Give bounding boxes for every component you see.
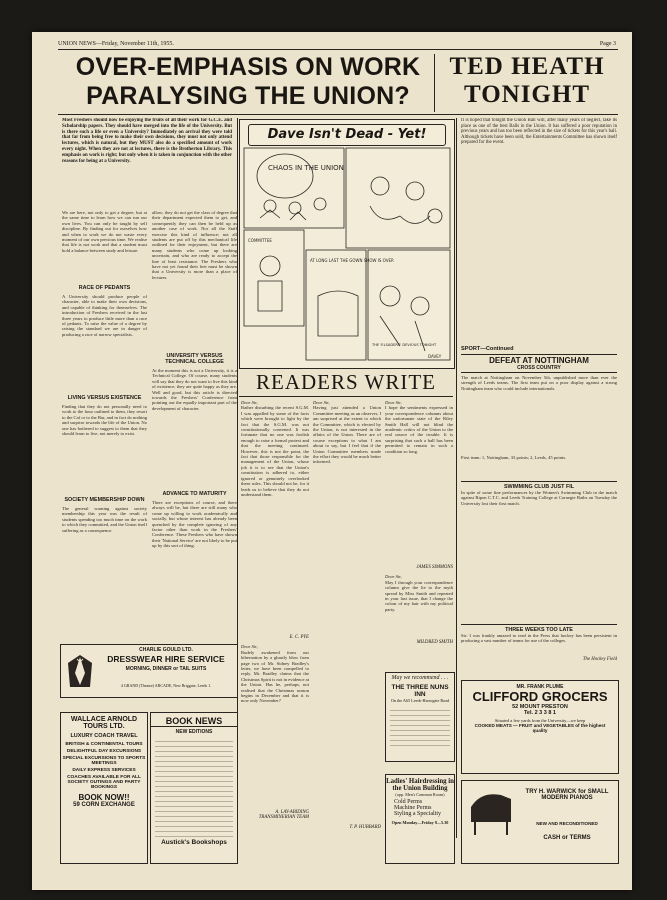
letter-2-text: Rudely awakened from our hibernation by a ghastly blow from page two of Mr. Sidney Bradley's letter, we have been compelled to reply. Mr. Bradley claims that the Christmas Spirit is not in evidence at the Union. Has he, perhaps, not realised that the Christmas season begins in December and that it is now only November? bbox=[241, 649, 309, 704]
wallace-item-4: DAILY EXPRESS SERVICES bbox=[72, 768, 136, 773]
article-body-2: A University should produce people of character, able to make their own decisions, and capable of thinking for themselves. The introduction of Freshers received in the last three years to produce little more than a race of pedants. To raise the value of a degree by raising the standard we are in danger of producing a race of narrow specialists. bbox=[62, 294, 147, 337]
cartoon-label-elsaders: THE 'ELSADERS' DEVIOUS TONIGHT bbox=[372, 343, 437, 347]
letter-4-text: I hope the sentiments expressed in your correspondence columns about the unfortunate state of the Riley Smith Hall will not blind the academic critics of the Union to the real source of the trouble. It is surprising that such a hall has been permitted to remain in such a condition so long. bbox=[385, 405, 453, 454]
wallace-cta: BOOK NOW!! bbox=[78, 793, 130, 802]
book-news-sub: NEW EDITIONS bbox=[175, 729, 213, 735]
cartoon-label-chaos: CHAOS IN THE UNION bbox=[268, 164, 344, 172]
dresswear-top: CHARLIE GOULD LTD. bbox=[139, 647, 193, 653]
cartoon-title: Dave Isn't Dead - Yet! bbox=[248, 124, 446, 146]
article-body-col2: allow; they do not get the class of degree that their department expected them to get, and consequently they can then be held up as another case of work. Nor all the Staff exercise this kind of influence; not all students are put off by this mechanical life outlined for their enjoyment, but there are many students who come up looking uncertain, and who are ready to accept the line of least resistance. The Freshers who have not yet found their feet must be shown that a University is more than a place of lectures. bbox=[152, 210, 237, 280]
letter-4-salute: Dear Sir, bbox=[385, 400, 402, 405]
clifford-sub: Situated a few yards from the University—we keep bbox=[494, 718, 586, 723]
ladies-sub: (opp. Men's Common Room) bbox=[395, 792, 445, 797]
three-nuns-ad bbox=[385, 672, 455, 762]
sport-headline: DEFEAT AT NOTTINGHAM bbox=[489, 356, 589, 365]
ladies-item-2: Styling a Speciality bbox=[394, 811, 441, 817]
cartoon-label-committee: COMMITTEE bbox=[248, 238, 272, 243]
article-body-3: Finding that they do not personally need to work to the hour outlined to them, they resort to the Caf or to the Bar, and in fact do nothing and surprise towards the life of the Union. No one has bothered to suggest to them that they should learn to live, not merely to exist. bbox=[62, 404, 147, 437]
clifford-top: MR. FRANK PLUME bbox=[516, 684, 564, 690]
letter-1 bbox=[241, 400, 309, 838]
masthead-left: UNION NEWS—Friday, November 11th, 1955. bbox=[58, 41, 174, 47]
clifford-grocers-ad bbox=[461, 680, 619, 774]
three-nuns-sub: On the A65 Leeds-Harrogate Road bbox=[390, 698, 450, 703]
dresswear-main: DRESSWEAR HIRE SERVICE bbox=[107, 654, 225, 664]
piano-sub: NEW AND RECONDITIONED bbox=[536, 821, 598, 826]
letter-5-text: May I through your correspondence column give the lie to the myth spread by Miss Smith and repeated in your last issue, that I change the colour of my hair with my political party. bbox=[385, 579, 453, 612]
ladies-hours: Open Monday—Friday 9—5.30 bbox=[391, 820, 449, 825]
letter-3-sign: T. P. HUBBARD bbox=[349, 825, 381, 831]
letter-3-text: Having just attended a Union Committee meeting as an observer, I am surprised at the extent to which the Committee, which is elected by the Union, is not interested in the affairs of the Union. There are of course exceptions to what I am about to say, but I feel that if the Union Committee members made the effort they would be much better informed. bbox=[313, 405, 381, 465]
three-weeks-body: Sir: I was frankly amazed to read in the Press that hockey has been persistent in producing a vast number of teams for use of the colleges. bbox=[461, 633, 617, 644]
dresswear-address: 4 GRAND (Theatre) ARCADE, New Briggate, Leeds 1. bbox=[120, 683, 212, 688]
sport-body: The match at Nottingham on November 5th, unpublished more than ever the strength of Leeds teams. The first team put on a poor display against a strong Nottingham team who could include internationals. bbox=[461, 375, 617, 391]
book-news-title: BOOK NEWS bbox=[151, 716, 237, 727]
page-number: Page 3 bbox=[599, 41, 616, 47]
piano-ad bbox=[461, 780, 619, 864]
side-headline-line2: TONIGHT bbox=[463, 81, 591, 108]
three-weeks-sign: The Hockey Field bbox=[582, 657, 617, 662]
clifford-address: 52 MOUNT PRESTON bbox=[512, 704, 568, 710]
section-heading-race: RACE OF PEDANTS bbox=[78, 285, 131, 291]
side-headline bbox=[436, 53, 618, 109]
wallace-item-2: DELIGHTFUL DAY EXCURSIONS bbox=[66, 749, 142, 754]
clifford-name: CLIFFORD GROCERS bbox=[472, 689, 608, 704]
letter-1-text: Rather disturbing the recent S.G.M. I was appalled by some of the facts which were brought to light by the fact that the S.G.M. was not constitutionally convened. It was fortunate that no one was foolish enough to raise a formal protest and that the meeting continued. However, this is not the point, the fact that those responsible for the management of the Union, whose job it is to see that the Union's constitution is adhered to, either ignored or genuinely overlooked these rules. This should not be, for it leads us to believe that they do not understand them. bbox=[241, 405, 309, 497]
piano-icon bbox=[466, 787, 516, 837]
letter-4 bbox=[385, 400, 453, 660]
wallace-item-5: COACHES AVAILABLE FOR ALL SOCIETY OUTINGS AND PARTY BOOKINGS bbox=[67, 775, 141, 790]
book-list-text-block bbox=[155, 737, 233, 837]
sport-section bbox=[461, 346, 617, 546]
three-nuns-name: THE THREE NUNS INN bbox=[391, 684, 449, 698]
piano-cta: CASH or TERMS bbox=[543, 835, 591, 841]
ladies-item-1: Machine Perms bbox=[394, 805, 432, 811]
wallace-address: 59 CORN EXCHANGE bbox=[73, 802, 135, 808]
book-news-ad bbox=[150, 712, 238, 864]
letter-4-sign: JAMES SIMMONS bbox=[416, 565, 453, 571]
lead-paragraph: Most Freshers should now be enjoying the fruits of all their work for G.C.E. and Scholarship papers. They should have merged into the life of the University. But is there such a life or even a University? Immediately on arrival they were told that far from being free to make their own decisions, they must not only attend lectures, which is natural, but they MUST also do a specified amount of work every night. When they are not at lectures, there is the Brotherton Library. This emphasis on work is right; but only when it is taken in conjunction with the other reasons for being at a University. bbox=[62, 118, 232, 164]
swimming-headline: SWIMMING CLUB JUST FIL bbox=[461, 481, 617, 490]
main-headline-line2: PARALYSING THE UNION? bbox=[86, 82, 410, 110]
ladies-hairdressing-ad bbox=[385, 774, 455, 864]
article-column-1 bbox=[62, 210, 147, 660]
ladies-item-0: Cold Perms bbox=[394, 799, 423, 805]
newspaper-page bbox=[32, 32, 632, 890]
article-column-2 bbox=[152, 210, 237, 660]
letter-3 bbox=[313, 400, 381, 838]
article-body-4: The general warning against society membership this year was the result of students spending too much time on the work to which they committed, and the Union itself suffering as a consequence. bbox=[62, 506, 147, 533]
side-headline-line1: TED HEATH bbox=[449, 53, 605, 80]
wallace-name: WALLACE ARNOLD TOURS LTD. bbox=[70, 716, 138, 730]
section-heading-society: SOCIETY MEMBERSHIP DOWN bbox=[64, 497, 145, 503]
wallace-item-0: LUXURY COACH TRAVEL bbox=[70, 733, 138, 739]
piano-title: TRY H. WARWICK for SMALL MODERN PIANOS bbox=[525, 789, 609, 801]
cartoon-drawing bbox=[240, 146, 454, 366]
ted-heath-article: It is hoped that tonight the Union Ball will, after many years of neglect, take its place as one of the best Balls in the Union. It has suffered a poor reputation in previous years and has too been reflected in the size of tickets for this year's ball. Although tickets have been sold, the Entertainments Committee has shown itself prepared for the event. bbox=[461, 118, 617, 146]
wallace-item-3: SPECIAL EXCURSIONS TO SPORTS MEETINGS bbox=[62, 756, 146, 766]
swimming-body: In spite of some fine performances by the Women's Swimming Club in the match against Ripon C.T.C. and Leeds Training College at Carnegie Baths on Tuesday the University lost their first match. bbox=[461, 490, 617, 506]
three-nuns-title: May we recommend . . . bbox=[391, 675, 449, 681]
letter-5-salute: Dear Sir, bbox=[385, 574, 402, 580]
sport-results: First team: 1, Nottingham, 33 points; 2, Leeds, 45 points. bbox=[461, 455, 567, 460]
letter-1-salute: Dear Sir, bbox=[241, 400, 258, 405]
clifford-items: COOKED MEATS — FRUIT and VEGETABLES of the highest quality bbox=[474, 723, 606, 733]
letter-2-salute: Dear Sir, bbox=[241, 644, 258, 650]
sport-subheadline: CROSS COUNTRY bbox=[517, 365, 561, 371]
section-heading-living: LIVING VERSUS EXISTENCE bbox=[67, 395, 142, 401]
dresswear-sub: MORNING, DINNER or TAIL SUITS bbox=[125, 666, 207, 672]
cartoon-signature: DAVEY bbox=[428, 354, 442, 359]
article-body-col2c: There are exceptions of course, and there always will be, but there are still many who come up willing to work academically and socially, but whose interest has already been quenched by the complete ignoring of any factor other than work in the Freshers' Conference. These Freshers who have shown their 'National Service' are not likely to be put up by this sort of thing. bbox=[152, 500, 237, 549]
readers-write-heading: READERS WRITE bbox=[255, 370, 437, 394]
sport-label: SPORT—Continued bbox=[461, 346, 514, 352]
ladies-title: Ladies' Hairdressing in the Union Building bbox=[386, 778, 454, 792]
letter-1-sign: E. C. PYE bbox=[289, 635, 309, 641]
dinner-jacket-icon bbox=[65, 653, 95, 689]
cartoon-label-gown-show: AT LONG LAST THE GOWN SHOW IS OVER bbox=[310, 258, 394, 263]
wallace-arnold-ad bbox=[60, 712, 148, 864]
section-heading-advance: ADVANCE TO MATURITY bbox=[162, 491, 227, 497]
clifford-tel: Tel. 2 3 3 8 1 bbox=[523, 710, 556, 716]
main-headline-line1: OVER-EMPHASIS ON WORK bbox=[75, 53, 421, 81]
article-body-1: We are here, not only to get a degree, but at the same time to learn how we can run our own lives. You can only be taught by self discipline. By finding out for ourselves how and when to work we do not waste every moment of our own precious time. We realise that life is not work and that a student must hold a balance between study and leisure. bbox=[62, 210, 147, 253]
main-headline bbox=[58, 53, 438, 111]
cartoon-panel bbox=[239, 119, 455, 369]
letter-5-sign: MILDRED SMITH bbox=[416, 639, 453, 645]
dresswear-ad bbox=[60, 644, 238, 698]
wallace-item-1: BRITISH & CONTINENTAL TOURS bbox=[65, 742, 143, 747]
book-news-shop: Austick's Bookshops bbox=[161, 839, 227, 846]
letter-2-sign: A. LAY-ABIDING TRANSMINERIAN TEAM bbox=[258, 809, 309, 820]
three-weeks-section bbox=[461, 624, 617, 673]
letter-3-salute: Dear Sir, bbox=[313, 400, 330, 405]
three-nuns-text-block bbox=[390, 706, 450, 750]
article-body-col2b: At the moment this is not a University, it is a Technical College. Of course, many students will say that they do not want to live this kind of existence; they are quite happy as they are. Well and good, but this article is directed towards the Freshers' Conference from pointing out the equally important part of the development of character. bbox=[152, 368, 237, 411]
section-heading-university: UNIVERSITY VERSUS TECHNICAL COLLEGE bbox=[165, 353, 224, 365]
three-weeks-headline: THREE WEEKS TOO LATE bbox=[505, 627, 573, 633]
